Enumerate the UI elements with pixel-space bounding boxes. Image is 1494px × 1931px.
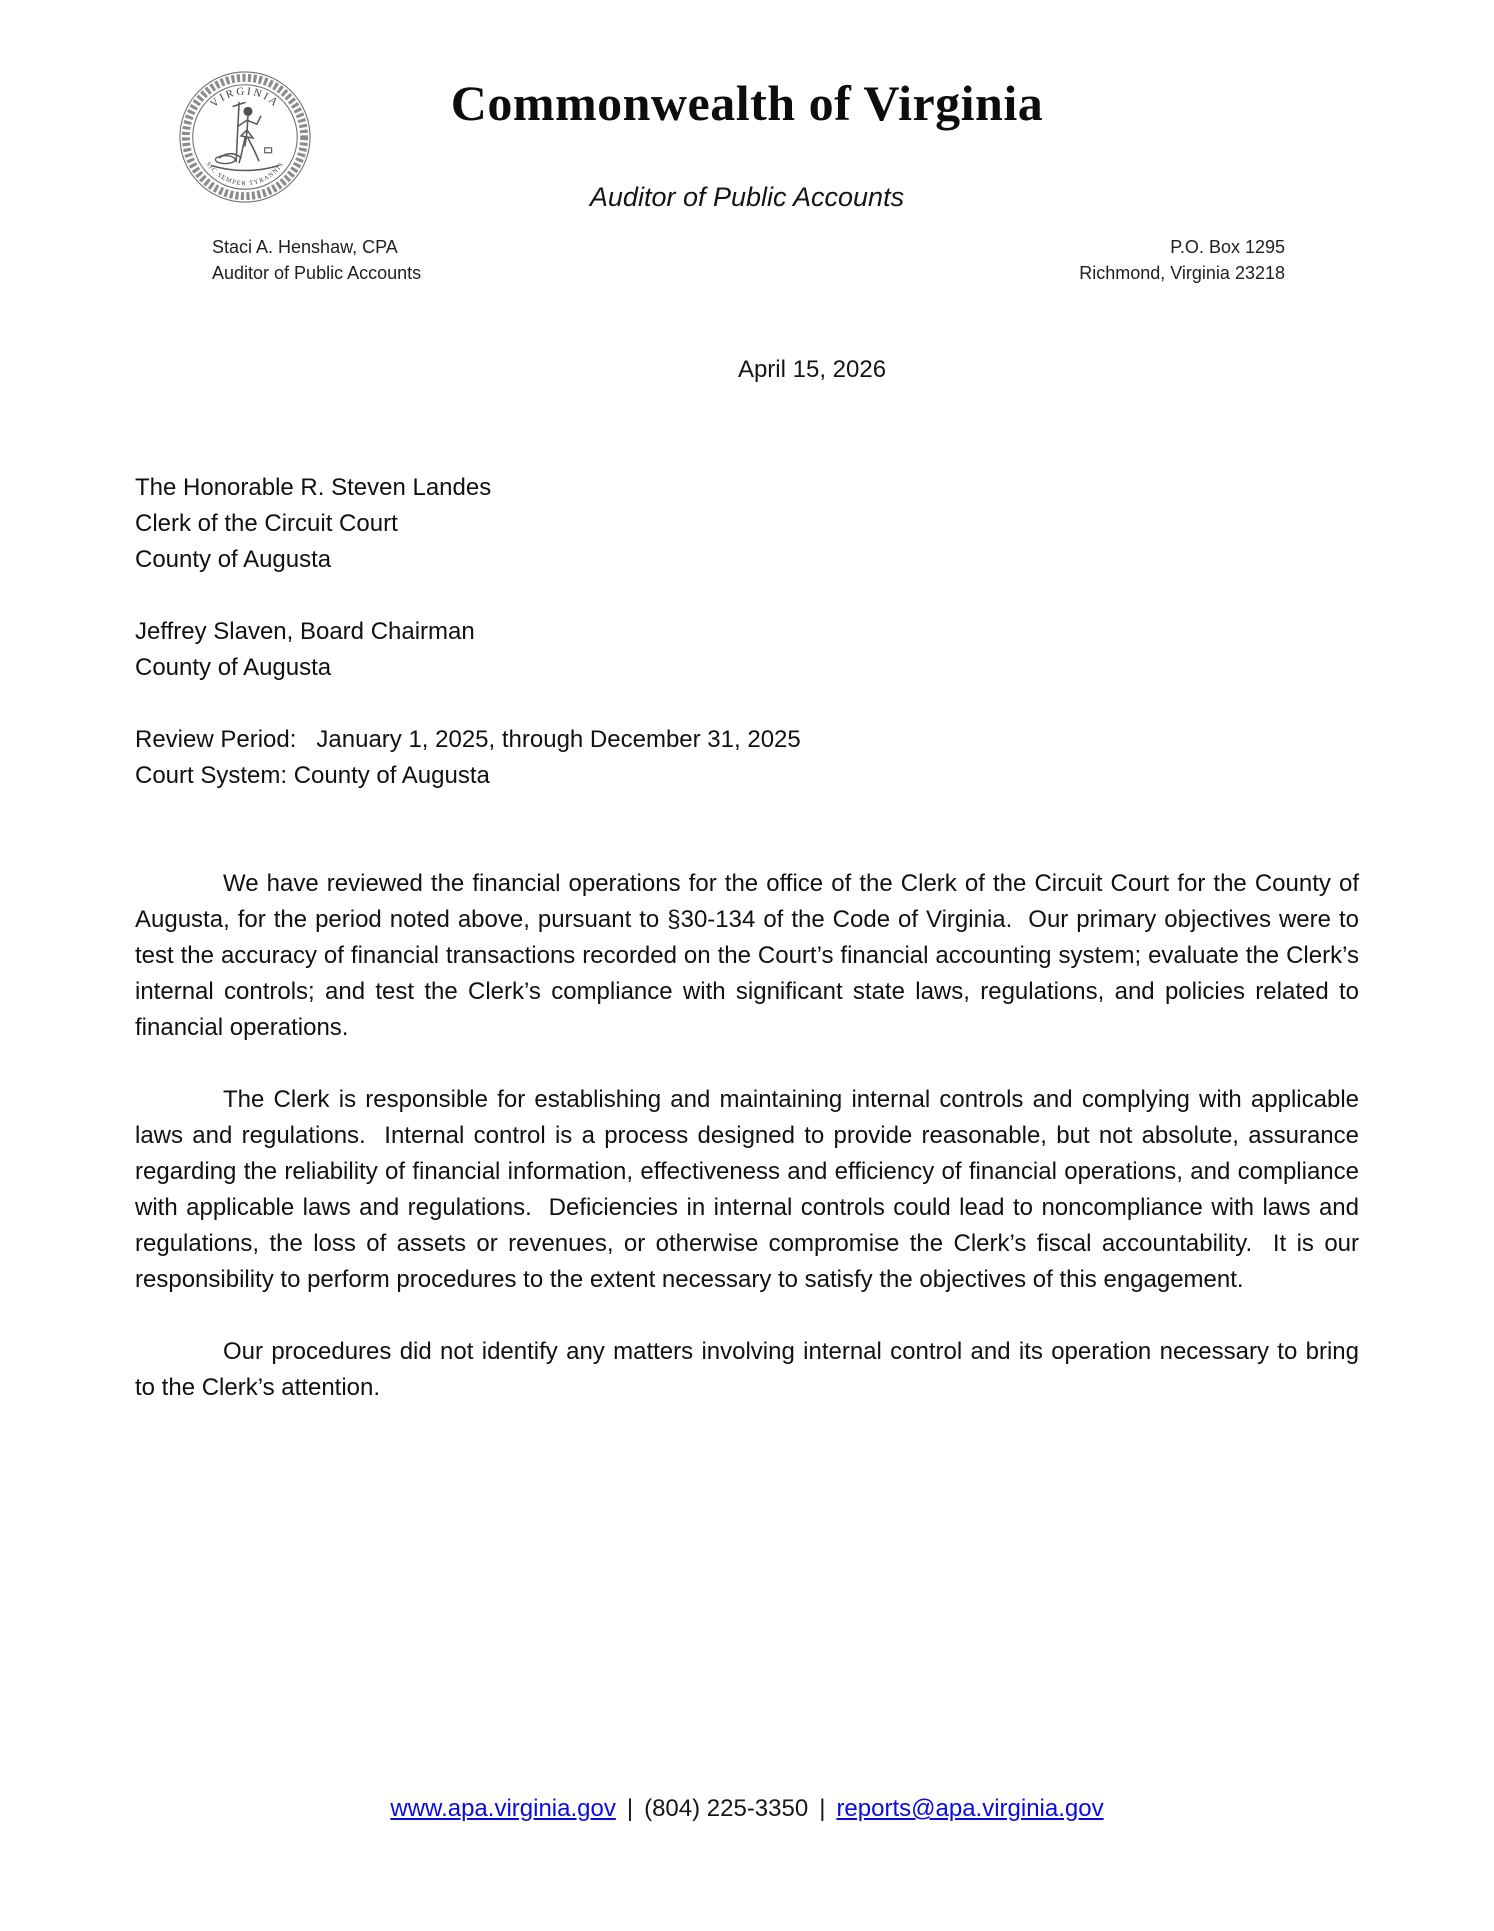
address-city: Richmond, Virginia 23218	[1079, 263, 1285, 283]
footer-separator: |	[819, 1795, 826, 1822]
recipient-locality: County of Augusta	[135, 654, 332, 681]
review-period: Review Period: January 1, 2025, through December 31, 2025	[135, 726, 801, 753]
seal-bottom-text: SIC SEMPER TYRANNIS	[204, 160, 286, 188]
letter-body	[135, 470, 1366, 1406]
letterhead-subtitle: Auditor of Public Accounts	[589, 182, 905, 212]
letter-date: April 15, 2026	[737, 356, 887, 383]
website-link[interactable]: www.apa.virginia.gov	[390, 1795, 616, 1822]
recipient-block-clerk	[135, 470, 1359, 578]
recipient-title: Clerk of the Circuit Court	[135, 510, 398, 537]
auditor-name: Staci A. Henshaw, CPA	[212, 237, 398, 257]
office-address-block	[1079, 234, 1285, 286]
auditor-signature-block	[212, 234, 421, 286]
court-system: Court System: County of Augusta	[135, 762, 490, 789]
letterhead-title: Commonwealth of Virginia	[450, 75, 1044, 131]
address-po-box: P.O. Box 1295	[1170, 237, 1285, 257]
recipient-locality: County of Augusta	[135, 546, 332, 573]
auditor-title: Auditor of Public Accounts	[212, 263, 422, 283]
phone-number: (804) 225-3350	[644, 1795, 809, 1822]
footer-contact-line	[0, 1795, 1494, 1823]
recipient-block-chairman	[135, 614, 1359, 686]
paragraph-results: Our procedures did not identify any matters involving internal control and its operation necessary to bring to the Clerk’s attention.	[135, 1338, 1366, 1401]
recipient-name: Jeffrey Slaven, Board Chairman	[135, 618, 475, 645]
email-link[interactable]: reports@apa.virginia.gov	[836, 1795, 1104, 1822]
seal-top-text: VIRGINIA	[208, 85, 282, 111]
review-info-block	[135, 722, 1359, 794]
footer-separator: |	[626, 1795, 634, 1822]
paragraph-responsibility: The Clerk is responsible for establishing and maintaining internal controls and complying with applicable laws and regulations. Internal control is a process designed to provide reasonable, but not absolute, assurance regarding the reliability of financial information, effectiveness and efficiency of financial operations, and compliance with applicable laws and regulations. Deficiencies in internal controls could lead to noncompliance with laws and regulations, the loss of assets or revenues, or otherwise compromise the Clerk’s fiscal accountability. It is our responsibility to perform procedures to the extent necessary to satisfy the objectives of this engagement.	[135, 1086, 1366, 1293]
recipient-name: The Honorable R. Steven Landes	[135, 474, 492, 501]
paragraph-scope: We have reviewed the financial operations for the office of the Clerk of the Circuit Court for the County of Augusta, for the period noted above, pursuant to §30-134 of the Code of Virginia. Our primary objectives were to test the accuracy of financial transactions recorded on the Court’s financial accounting system; evaluate the Clerk’s internal controls; and test the Clerk’s compliance with significant state laws, regulations, and policies related to financial operations.	[135, 870, 1366, 1041]
